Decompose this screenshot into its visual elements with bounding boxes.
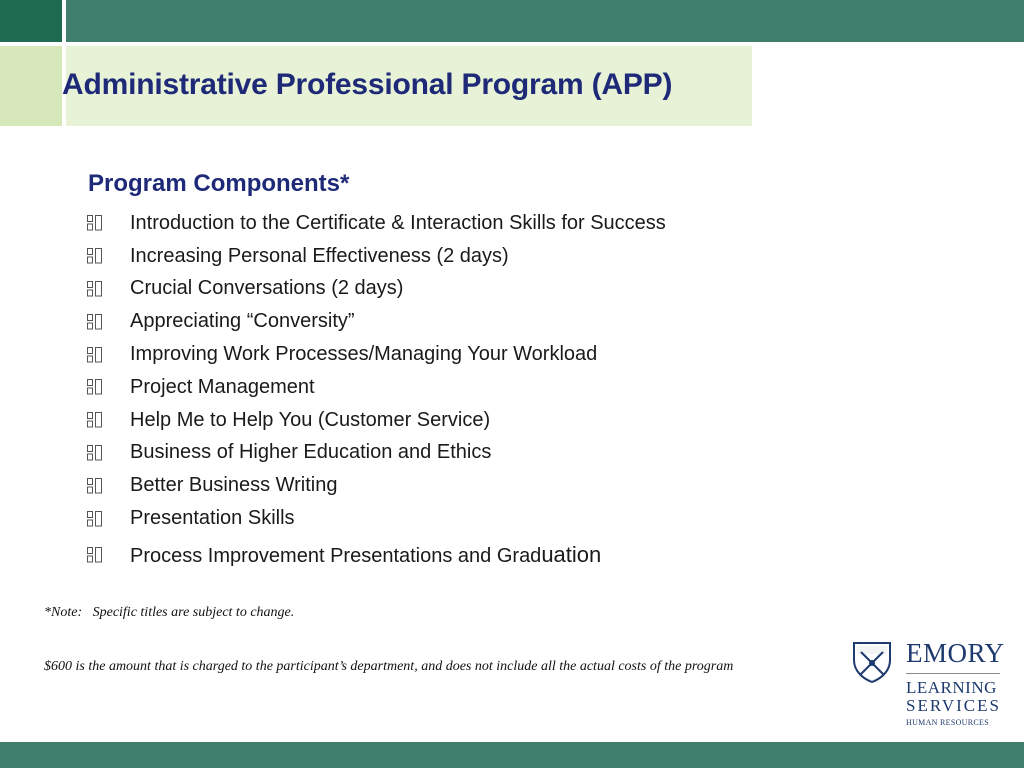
slide-title: Administrative Professional Program (APP) xyxy=(62,68,673,101)
list-item xyxy=(86,338,786,371)
bullet-icon xyxy=(86,280,104,298)
footer-bar xyxy=(0,742,1024,768)
list-item xyxy=(86,404,786,437)
logo-divider xyxy=(906,673,1000,674)
bullet-icon xyxy=(86,444,104,462)
list-item-label: Business of Higher Education and Ethics xyxy=(130,441,492,464)
list-item xyxy=(86,207,786,240)
list-item-label: Project Management xyxy=(130,375,315,398)
list-item xyxy=(86,502,786,535)
bullet-icon xyxy=(86,313,104,331)
bullet-icon xyxy=(86,411,104,429)
list-item xyxy=(86,371,786,404)
logo-emory-text: EMORY xyxy=(906,638,1005,668)
emory-shield-icon xyxy=(852,640,892,684)
section-heading: Program Components* xyxy=(88,170,350,197)
cost-note: $600 is the amount that is charged to the participant’s department, and does not include all the actual costs of the program xyxy=(44,659,734,674)
bullet-icon xyxy=(86,247,104,265)
header-bar xyxy=(66,0,1024,42)
list-item-label: Better Business Writing xyxy=(130,474,338,497)
titles-note: *Note: Specific titles are subject to change. xyxy=(44,605,295,620)
list-item-label: Increasing Personal Effectiveness (2 days) xyxy=(130,244,509,267)
list-item-label: Introduction to the Certificate & Interaction Skills for Success xyxy=(130,211,666,234)
component-list xyxy=(86,207,786,572)
title-accent-square xyxy=(0,46,62,126)
list-item xyxy=(86,305,786,338)
bullet-icon xyxy=(86,346,104,364)
header-accent-square xyxy=(0,0,62,42)
bullet-icon xyxy=(86,214,104,232)
list-item xyxy=(86,539,786,572)
list-item xyxy=(86,469,786,502)
bullet-icon xyxy=(86,477,104,495)
list-item-label-main: Process Improvement Presentations and Grad xyxy=(130,545,542,568)
logo-hr-text: HUMAN RESOURCES xyxy=(906,718,989,727)
bullet-icon xyxy=(86,546,104,564)
list-item xyxy=(86,240,786,273)
list-item-label: Improving Work Processes/Managing Your Workload xyxy=(130,343,598,366)
emory-logo xyxy=(852,636,1005,732)
list-item-label: Presentation Skills xyxy=(130,507,295,530)
list-item-label: Help Me to Help You (Customer Service) xyxy=(130,408,491,431)
list-item-label: Appreciating “Conversity” xyxy=(130,310,355,333)
bullet-icon xyxy=(86,510,104,528)
list-item-label-tail: uation xyxy=(541,542,602,568)
logo-learning-text: LEARNING xyxy=(906,678,997,697)
logo-services-text: SERVICES xyxy=(906,696,1001,715)
bullet-icon xyxy=(86,378,104,396)
list-item xyxy=(86,437,786,470)
list-item xyxy=(86,273,786,306)
list-item-label: Crucial Conversations (2 days) xyxy=(130,277,404,300)
list-item-label xyxy=(130,542,601,568)
